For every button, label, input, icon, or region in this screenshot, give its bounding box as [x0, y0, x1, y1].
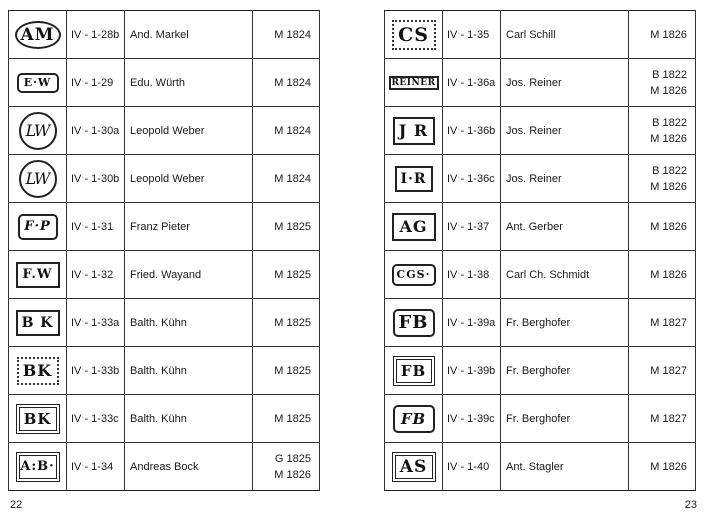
table-row	[9, 299, 320, 347]
maker-mark-stamp: BK	[16, 404, 60, 434]
maker-name: Balth. Kühn	[125, 395, 253, 443]
table-row	[385, 299, 696, 347]
date-entry: M 1827	[650, 316, 687, 329]
date-entry: M 1826	[650, 132, 687, 145]
date-entry: B 1822	[652, 164, 687, 177]
maker-name: Jos. Reiner	[501, 107, 629, 155]
table-row	[9, 11, 320, 59]
maker-mark-stamp: LW	[19, 112, 57, 150]
table-row	[385, 11, 696, 59]
catalog-number: IV - 1-28b	[67, 11, 125, 59]
date-cell	[253, 203, 320, 251]
catalog-number: IV - 1-34	[67, 443, 125, 491]
mark-cell	[385, 155, 443, 203]
page-number-right: 23	[684, 499, 697, 511]
mark-cell	[9, 347, 67, 395]
catalog-number: IV - 1-29	[67, 59, 125, 107]
date-entry: G 1825	[274, 452, 311, 465]
page-number-left: 22	[10, 499, 23, 511]
date-cell	[253, 11, 320, 59]
maker-name: Fr. Berghofer	[501, 299, 629, 347]
date-entry: M 1827	[650, 364, 687, 377]
date-cell	[629, 347, 696, 395]
table-row	[385, 443, 696, 491]
date-entry: M 1824	[274, 76, 311, 89]
mark-cell	[385, 395, 443, 443]
date-cell	[629, 299, 696, 347]
maker-mark-stamp: AM	[15, 21, 61, 49]
maker-name: Leopold Weber	[125, 107, 253, 155]
maker-mark-stamp: FB	[393, 309, 435, 337]
maker-name: Fr. Berghofer	[501, 395, 629, 443]
date-cell	[253, 155, 320, 203]
catalog-number: IV - 1-33a	[67, 299, 125, 347]
maker-name: And. Markel	[125, 11, 253, 59]
catalog-number: IV - 1-36b	[443, 107, 501, 155]
table-row	[9, 443, 320, 491]
date-entry: M 1825	[274, 412, 311, 425]
catalog-number: IV - 1-36a	[443, 59, 501, 107]
maker-mark-stamp: LW	[19, 160, 57, 198]
date-cell	[253, 59, 320, 107]
catalog-number: IV - 1-33b	[67, 347, 125, 395]
mark-cell	[385, 11, 443, 59]
left-page	[8, 10, 320, 491]
date-entry: B 1822	[652, 116, 687, 129]
date-entry: M 1825	[274, 268, 311, 281]
date-cell	[629, 395, 696, 443]
maker-name: Fried. Wayand	[125, 251, 253, 299]
table-row	[385, 59, 696, 107]
date-entry: M 1824	[274, 172, 311, 185]
catalog-number: IV - 1-39a	[443, 299, 501, 347]
maker-mark-stamp: I·R	[395, 166, 433, 192]
date-cell	[253, 395, 320, 443]
catalog-number: IV - 1-30b	[67, 155, 125, 203]
mark-cell	[385, 59, 443, 107]
date-entry: M 1825	[274, 364, 311, 377]
table-row	[9, 107, 320, 155]
date-cell	[629, 107, 696, 155]
catalog-number: IV - 1-30a	[67, 107, 125, 155]
table-row	[385, 203, 696, 251]
date-cell	[253, 299, 320, 347]
date-entry: M 1826	[650, 460, 687, 473]
date-cell	[629, 203, 696, 251]
maker-mark-stamp: AS	[392, 452, 436, 482]
date-entry: M 1826	[650, 28, 687, 41]
catalog-number: IV - 1-39b	[443, 347, 501, 395]
maker-name: Fr. Berghofer	[501, 347, 629, 395]
date-entry: B 1822	[652, 68, 687, 81]
catalog-number: IV - 1-32	[67, 251, 125, 299]
date-cell	[253, 347, 320, 395]
table-row	[385, 347, 696, 395]
mark-cell	[9, 59, 67, 107]
mark-cell	[9, 155, 67, 203]
mark-cell	[9, 11, 67, 59]
table-row	[9, 59, 320, 107]
mark-cell	[9, 251, 67, 299]
date-entry: M 1826	[650, 220, 687, 233]
catalog-number: IV - 1-36c	[443, 155, 501, 203]
catalog-number: IV - 1-38	[443, 251, 501, 299]
date-entry: M 1826	[274, 468, 311, 481]
date-cell	[629, 443, 696, 491]
date-cell	[253, 443, 320, 491]
maker-mark-stamp: F.W	[16, 262, 60, 288]
table-row	[9, 347, 320, 395]
mark-cell	[385, 251, 443, 299]
maker-mark-stamp: FB	[393, 405, 435, 433]
maker-mark-stamp: F·P	[18, 214, 58, 240]
maker-name: Ant. Gerber	[501, 203, 629, 251]
hallmark-table-right	[384, 10, 696, 491]
maker-name: Leopold Weber	[125, 155, 253, 203]
maker-mark-stamp: J R	[393, 117, 435, 145]
maker-name: Andreas Bock	[125, 443, 253, 491]
mark-cell	[9, 299, 67, 347]
table-row	[385, 107, 696, 155]
date-cell	[253, 251, 320, 299]
date-cell	[253, 107, 320, 155]
maker-name: Franz Pieter	[125, 203, 253, 251]
date-entry: M 1826	[650, 268, 687, 281]
maker-mark-stamp: A:B·	[16, 452, 60, 482]
date-entry: M 1825	[274, 220, 311, 233]
catalog-number: IV - 1-39c	[443, 395, 501, 443]
table-row	[385, 155, 696, 203]
mark-cell	[385, 347, 443, 395]
maker-mark-stamp: E·W	[17, 73, 59, 93]
table-row	[9, 395, 320, 443]
maker-name: Ant. Stagler	[501, 443, 629, 491]
catalog-number: IV - 1-31	[67, 203, 125, 251]
date-entry: M 1825	[274, 316, 311, 329]
maker-name: Balth. Kühn	[125, 299, 253, 347]
date-entry: M 1824	[274, 28, 311, 41]
maker-name: Jos. Reiner	[501, 59, 629, 107]
maker-mark-stamp: AG	[392, 213, 436, 241]
mark-cell	[385, 203, 443, 251]
date-cell	[629, 59, 696, 107]
mark-cell	[385, 443, 443, 491]
maker-name: Edu. Würth	[125, 59, 253, 107]
mark-cell	[9, 203, 67, 251]
table-row	[9, 203, 320, 251]
table-row	[9, 155, 320, 203]
date-entry: M 1824	[274, 124, 311, 137]
maker-mark-stamp: REINER	[389, 76, 439, 90]
mark-cell	[9, 395, 67, 443]
date-cell	[629, 11, 696, 59]
maker-name: Jos. Reiner	[501, 155, 629, 203]
mark-cell	[385, 107, 443, 155]
catalog-number: IV - 1-33c	[67, 395, 125, 443]
mark-cell	[9, 443, 67, 491]
maker-name: Carl Ch. Schmidt	[501, 251, 629, 299]
date-entry: M 1826	[650, 84, 687, 97]
table-row	[385, 251, 696, 299]
mark-cell	[9, 107, 67, 155]
right-page	[384, 10, 696, 491]
maker-name: Carl Schill	[501, 11, 629, 59]
maker-mark-stamp: CGS·	[392, 264, 436, 286]
date-cell	[629, 155, 696, 203]
mark-cell	[385, 299, 443, 347]
maker-mark-stamp: B K	[16, 310, 60, 336]
maker-mark-stamp: BK	[17, 357, 59, 385]
catalog-number: IV - 1-40	[443, 443, 501, 491]
maker-name: Balth. Kühn	[125, 347, 253, 395]
maker-mark-stamp: FB	[393, 356, 435, 386]
table-row	[9, 251, 320, 299]
maker-mark-stamp: CS	[392, 20, 436, 50]
catalog-number: IV - 1-37	[443, 203, 501, 251]
table-row	[385, 395, 696, 443]
catalog-number: IV - 1-35	[443, 11, 501, 59]
hallmark-table-left	[8, 10, 320, 491]
date-entry: M 1827	[650, 412, 687, 425]
date-cell	[629, 251, 696, 299]
date-entry: M 1826	[650, 180, 687, 193]
